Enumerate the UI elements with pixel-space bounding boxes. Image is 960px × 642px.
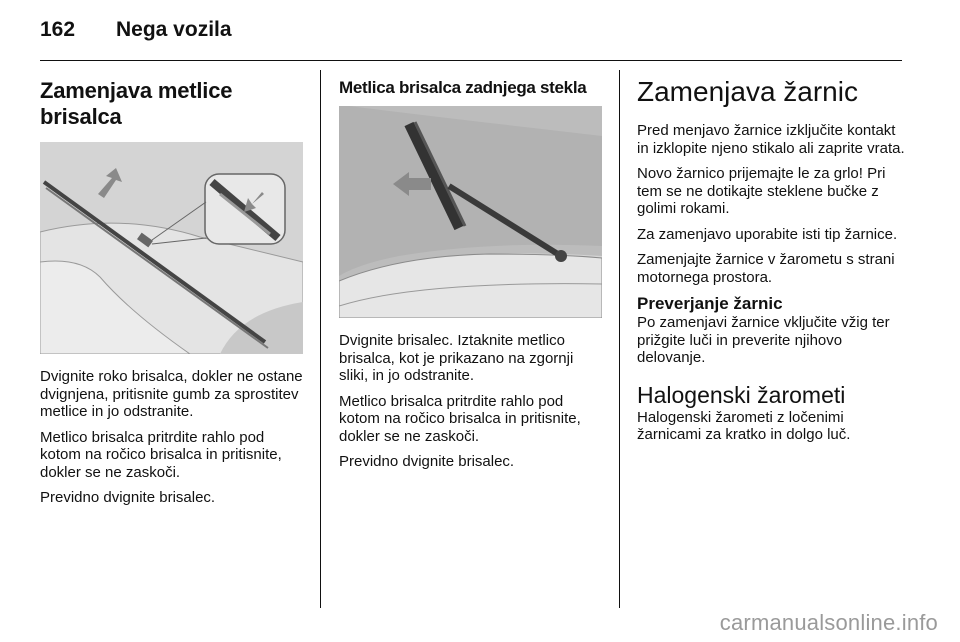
chapter-title: Nega vozila — [116, 18, 232, 41]
paragraph: Po zamenjavi žarnice vključite vžig ter prižgite luči in preverite njihovo delovanje. — [637, 314, 890, 366]
paragraph: Dvignite brisalec. Iztaknite metlico brisalca, kot je prikazano na zgornji sliki, in jo odstranite. — [339, 332, 574, 384]
paragraph: Novo žarnico prijemajte le za grlo! Pri tem se ne dotikajte steklene bučke z golimi rokami. — [637, 165, 886, 217]
column-bulb-replacement — [637, 72, 905, 452]
rear-wiper-drawing — [339, 106, 602, 318]
section-title-halogen-headlights: Halogenski žarometi — [637, 381, 846, 408]
rear-wiper-illustration — [339, 106, 602, 318]
paragraph: Previdno dvignite brisalec. — [40, 489, 216, 506]
paragraph: Halogenski žarometi z ločenimi žarnicami za kratko in dolgo luč. — [637, 408, 851, 443]
section-title-bulb-replacement: Zamenjava žarnic — [637, 76, 858, 107]
paragraph: Metlico brisalca pritrdite rahlo pod kotom na ročico brisalca in pritisnite, dokler se ne zaskoči. — [40, 428, 282, 481]
column-front-wiper — [40, 72, 306, 515]
paragraph: Pred menjavo žarnice izključite kontakt in izklopite njeno stikalo ali zaprite vrata. — [637, 122, 905, 157]
paragraph: Previdno dvignite brisalec. — [339, 453, 515, 470]
front-wiper-illustration — [40, 142, 303, 354]
paragraph: Metlico brisalca pritrdite rahlo pod kotom na ročico brisalca in pritisnite, dokler se ne zaskoči. — [339, 392, 581, 445]
section-title-front-wiper: Zamenjava metlice brisalca — [40, 78, 233, 129]
paragraph: Za zamenjavo uporabite isti tip žarnice. — [637, 225, 898, 243]
page-number: 162 — [40, 18, 76, 41]
column-divider — [619, 70, 620, 608]
page-header — [40, 18, 232, 48]
section-title-rear-wiper: Metlica brisalca zadnjega stekla — [339, 78, 587, 97]
front-wiper-drawing — [40, 142, 303, 354]
paragraph: Zamenjajte žarnice v žarometu s strani motornega prostora. — [637, 251, 895, 286]
subsection-title-bulb-check: Preverjanje žarnic — [637, 294, 783, 313]
header-rule — [40, 60, 902, 61]
paragraph: Dvignite roko brisalca, dokler ne ostane dvignjena, pritisnite gumb za sprostitev metlice in jo odstranite. — [40, 368, 303, 420]
column-rear-wiper — [339, 72, 605, 479]
watermark: carmanualsonline.info — [719, 610, 938, 635]
column-divider — [320, 70, 321, 608]
